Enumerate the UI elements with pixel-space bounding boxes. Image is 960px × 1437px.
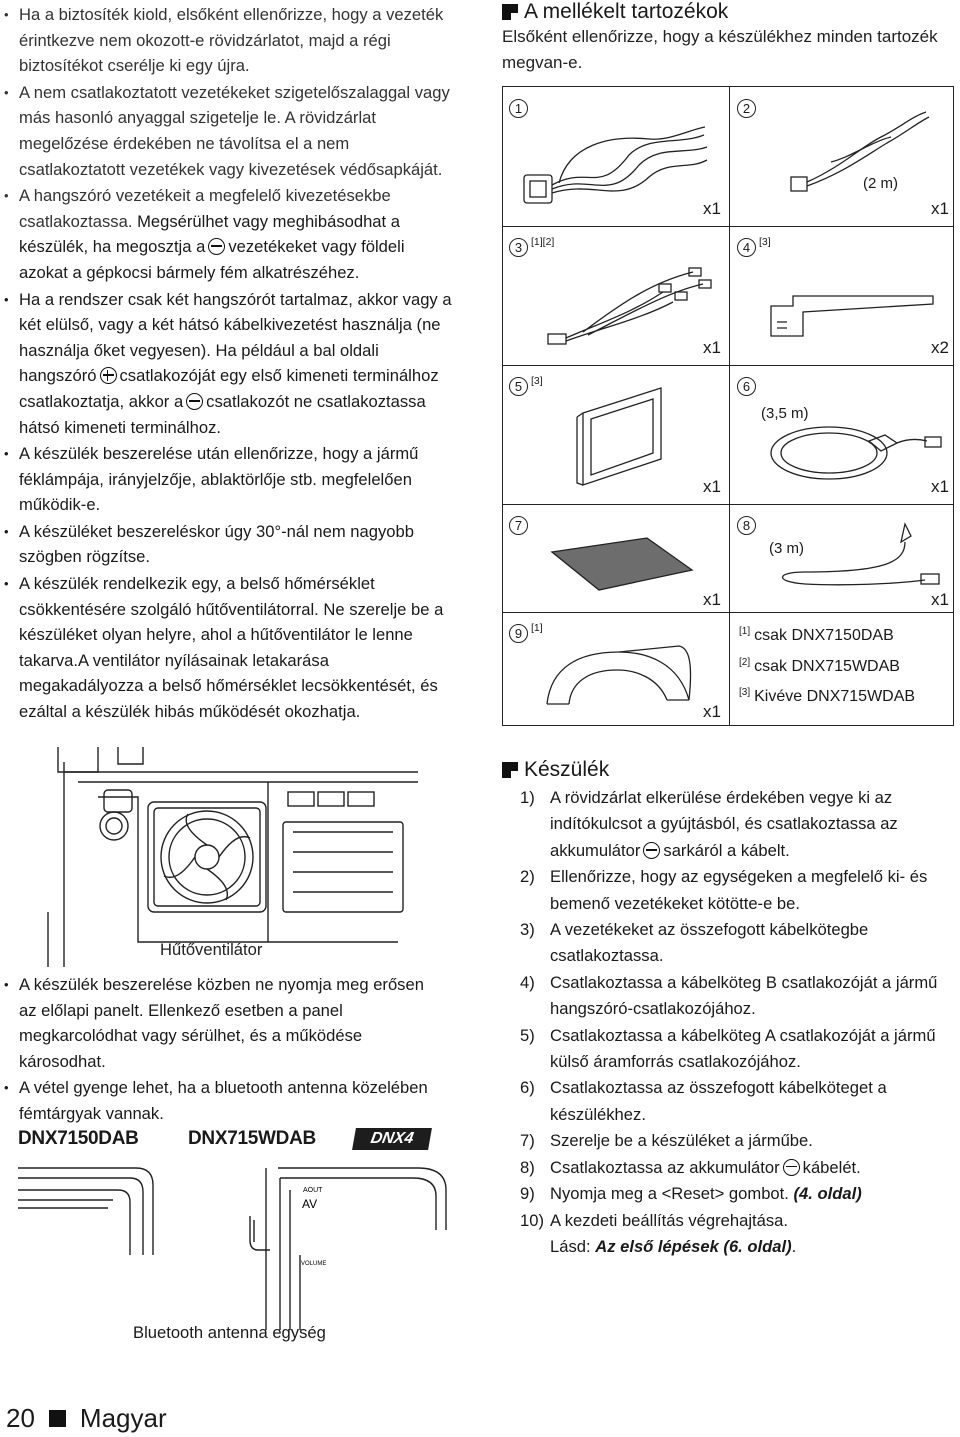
volume-label: VOLUME: [301, 1261, 327, 1267]
step-1: 1) A rövidzárlat elkerülése érdekében vegye ki az indítókulcsot a gyújtásból, és csatlakoztassa az akkumulátor sarkáról a kábelt.: [520, 788, 898, 860]
minus-terminal-icon: [783, 1159, 800, 1176]
left-column: [2, 2, 454, 726]
page-footer: [6, 1400, 167, 1436]
note-1: [1] csak DNX7150DAB: [739, 626, 894, 644]
page-ref-reset[interactable]: (4. oldal): [793, 1184, 862, 1204]
caution-fuse: • Ha a biztosíték kiold, elsőként ellenőrizze, hogy a vezeték érintkezve nem okozott-e rövidzárlatot, majd a régi biztosítékot cserélje ki egy újra.: [2, 2, 454, 79]
step-10: 10) A kezdeti beállítás végrehajtása.: [520, 1210, 788, 1230]
accessories-table: [502, 86, 954, 726]
sleeve-icon: [539, 642, 699, 712]
step-4: 4) Csatlakoztassa a kábelköteg B csatlakozóját a jármű hangszóró-csatlakozójához.: [520, 972, 938, 1019]
square-icon: [49, 1410, 66, 1427]
caution-speaker: • A hangszóró vezetékeit a megfelelő kivezetésekbe csatlakoztassa. Megsérülhet vagy meghibásodhat a készülék, ha megosztja a vezetékeket vagy földeli azokat a gépkocsi bármely fém alkatrészéhez.: [2, 183, 454, 285]
accessories-intro: Elsőként ellenőrizze, hogy a készülékhez minden tartozék megvan-e.: [502, 27, 938, 72]
trim-frame-icon: [563, 383, 673, 487]
caution-bluetooth: • A vétel gyenge lehet, ha a bluetooth antenna közelében fémtárgyak vannak.: [2, 1075, 442, 1126]
caution-insulate: • A nem csatlakoztatott vezetékeket szigetelőszalaggal vagy más hasonló anyaggal szigetelje le. A rövidzárlat megelőzése érdekében ne távolítsa el a nem csatlakoztatott vezetékek vagy kivezetések védősapkáját.: [2, 80, 454, 182]
bluetooth-antenna-illustration: [18, 1160, 463, 1330]
accessories-title: A mellékelt tartozékok: [502, 0, 954, 24]
gps-antenna-icon: [769, 413, 949, 485]
plus-terminal-icon: [100, 367, 117, 384]
cable-icon: [771, 107, 931, 197]
caution-angle: • A készüléket beszereléskor úgy 30°-nál nem nagyobb szögben rögzítse.: [2, 519, 454, 570]
minus-terminal-icon: [643, 842, 660, 859]
note-2: [2] csak DNX715WDAB: [739, 656, 900, 675]
rca-cable-icon: [543, 262, 713, 352]
step-6: 6) Csatlakoztassa az összefogott kábelköteget a készülékhez.: [520, 1078, 887, 1124]
caution-fan: • A készülék rendelkezik egy, a belső hőmérséklet csökkentésére szolgáló hűtőventilátorral. Ne szerelje be a készüléket olyan helyre, ahol a hűtőventilátor le lenne takarva.A ventilátor nyílásainak letakarása megakadályozza a belső hőmérséklet lecsökkentését, és ezáltal a készülék hibás működését okozhatja.: [2, 571, 454, 725]
extraction-key-icon: [763, 266, 943, 356]
accessory-item-5: 5 [3] x1: [503, 365, 727, 504]
accessory-item-9: 9 [1] x1: [503, 612, 727, 725]
page-ref-first-steps[interactable]: Az első lépések (6. oldal): [595, 1236, 792, 1256]
accessories-header: [502, 0, 954, 76]
model-names: [18, 1128, 458, 1158]
cooling-fan-illustration: [18, 742, 418, 967]
bt-caption: Bluetooth antenna egység: [133, 1323, 326, 1342]
device-title: Készülék: [502, 758, 609, 782]
section-icon: [502, 762, 518, 778]
caution-check-lights: • A készülék beszerelése után ellenőrizze, hogy a jármű féklámpája, irányjelzője, ablaktörlője stb. megfelelően működik-e.: [2, 441, 454, 518]
accessory-item-2: 2 (2 m) x1: [731, 87, 955, 226]
model-dnx7150dab: DNX7150DAB: [18, 1128, 139, 1149]
step-2: 2) Ellenőrizze, hogy az egységeken a megfelelő ki- és bemenő vezetékeket kötötte-e be.: [520, 867, 928, 913]
step-3: 3) A vezetékeket az összefogott kábelkötegbe csatlakoztassa.: [520, 920, 869, 966]
step-8: 8) Csatlakoztassa az akkumulátor kábelét.: [520, 1157, 861, 1177]
accessory-item-3: 3 [1][2] x1: [503, 226, 727, 365]
accessory-item-4: 4 [3] x2: [731, 226, 955, 365]
installation-steps: [520, 785, 950, 1260]
accessory-item-1: 1 x1: [503, 87, 727, 226]
model-dnx715wdab: DNX715WDAB: [188, 1128, 316, 1149]
page-number: 20: [6, 1402, 35, 1433]
accessory-item-7: 7 x1: [503, 504, 727, 612]
step-7: 7) Szerelje be a készüléket a járműbe.: [520, 1131, 813, 1151]
accessory-item-6: 6 (3,5 m) x1: [731, 365, 955, 504]
aout-label: AOUT: [303, 1187, 323, 1194]
mounting-pad-icon: [547, 534, 697, 594]
wiring-harness-icon: [519, 125, 709, 215]
step-5: 5) Csatlakoztassa a kábelköteg A csatlakozóját a jármű külső áramforrás csatlakozójához.: [520, 1025, 936, 1072]
note-3: [3] Kivéve DNX715WDAB: [739, 687, 916, 705]
wiring-cautions: [2, 2, 454, 725]
step-10-ref: Lásd: Az első lépések (6. oldal).: [550, 1236, 797, 1256]
caution-front-panel: • A készülék beszerelése közben ne nyomja meg erősen az előlapi panelt. Ellenkező esetben a panel megkarcolódhat vagy sérülhet, és a működése károsodhat.: [2, 972, 442, 1074]
av-label: AV: [302, 1197, 318, 1211]
install-cautions: [2, 972, 442, 1128]
dab-antenna-icon: [745, 522, 945, 594]
caution-two-speakers: • Ha a rendszer csak két hangszórót tartalmaz, akkor vagy a két elülső, vagy a két hátsó kábelkivezetést használja (ne használja őket vegyesen). Ha például a bal oldali hangszóró csatlakozóját egy első kimeneti terminálhoz csatlakoztatja, akkor a csatlakozót ne csatlakoztassa hátsó kimeneti terminálhoz.: [2, 287, 454, 441]
fan-caption: Hűtőventilátor: [160, 940, 263, 959]
accessory-notes: [739, 619, 915, 711]
minus-terminal-icon: [208, 238, 225, 255]
step-9: 9) Nyomja meg a <Reset> gombot. (4. oldal): [520, 1184, 862, 1204]
language-label: Magyar: [79, 1402, 167, 1433]
section-icon: [502, 4, 518, 20]
model-dnx4-logo: DNX4: [352, 1128, 432, 1150]
minus-terminal-icon: [186, 393, 203, 410]
accessory-item-8: 8 (3 m) x1: [731, 504, 955, 612]
